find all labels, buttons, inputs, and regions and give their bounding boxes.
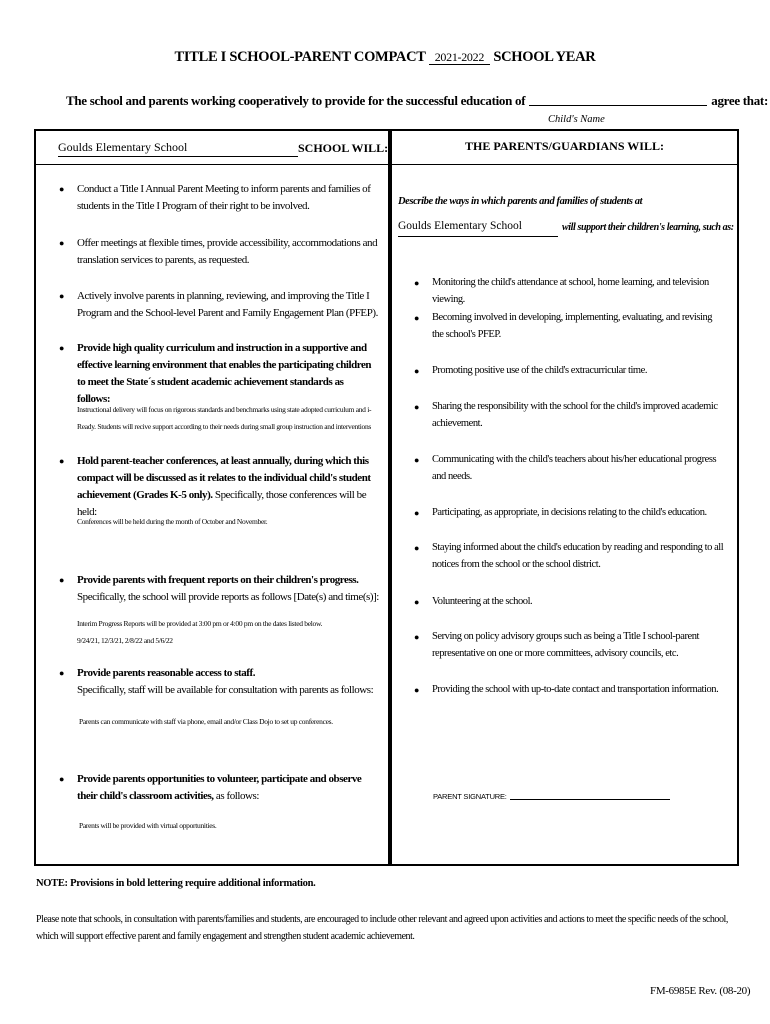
parent-item-4: Sharing the responsibility with the school for the child's improved academic achievement. — [432, 401, 718, 429]
form-number: FM-6985E Rev. (08-20) — [650, 985, 751, 997]
describe-prompt: Describe the ways in which parents and families of students at — [398, 196, 643, 207]
right-header-rule — [392, 164, 737, 165]
intro-line — [66, 93, 768, 109]
title-prefix: TITLE I SCHOOL-PARENT COMPACT — [174, 49, 426, 65]
bullet-icon: ● — [414, 455, 420, 465]
parent-school-name-underline — [398, 236, 558, 237]
school-item-6-text: Specifically, the school will provide reports as follows [Date(s) and time(s)]: — [77, 591, 379, 603]
bullet-icon: ● — [414, 278, 420, 288]
school-item-8 — [77, 771, 383, 805]
parent-item-6: Participating, as appropriate, in decisions relating to the child's education. — [432, 507, 707, 518]
bullet-icon: ● — [59, 184, 65, 194]
school-item-2: Offer meetings at flexible times, provide accessibility, accommodations and translation services to parents, as requested. — [77, 237, 378, 266]
school-item-6-bold: Provide parents with frequent reports on their children's progress. — [77, 574, 359, 586]
parent-item-3: Promoting positive use of the child's extracurricular time. — [432, 365, 648, 376]
bullet-icon: ● — [414, 508, 420, 518]
please-note-paragraph: Please note that schools, in consultation with parents/families and students, are encouraged to include other relevant and agreed upon activities and actions to meet the specific needs of the school, which will support effective parent and family engagement and strengthen student academic achievement. — [36, 914, 728, 942]
bullet-icon: ● — [59, 456, 65, 466]
page-title — [0, 49, 770, 66]
school-will-heading: SCHOOL WILL: — [298, 141, 389, 155]
child-name-field[interactable] — [529, 105, 707, 106]
intro-before: The school and parents working cooperatively to provide for the successful education of — [66, 93, 526, 108]
child-name-caption: Child's Name — [548, 114, 605, 125]
bullet-icon: ● — [59, 774, 65, 784]
bullet-icon: ● — [59, 668, 65, 678]
bullet-icon: ● — [414, 313, 420, 323]
parent-item-7: Staying informed about the child's education by reading and responding to all notices from the school or the school district. — [432, 542, 724, 570]
school-item-6 — [77, 572, 387, 606]
intro-after: agree that: — [711, 93, 768, 108]
parent-item-1: Monitoring the child's attendance at school, home learning, and television viewing. — [432, 277, 709, 305]
parent-item-9: Serving on policy advisory groups such as being a Title I school-parent representative on one or more committees, advisory councils, etc. — [432, 631, 699, 659]
title-suffix: SCHOOL YEAR — [493, 49, 596, 65]
parent-signature — [433, 792, 670, 801]
school-item-8-text: as follows: — [215, 790, 259, 802]
school-item-1: Conduct a Title I Annual Parent Meeting to inform parents and families of students in the Title I Program of their right to be involved. — [77, 183, 371, 212]
left-header-rule — [36, 164, 388, 165]
school-item-8-note[interactable]: Parents will be provided with virtual opportunities. — [79, 821, 217, 830]
school-item-4-note[interactable]: Instructional delivery will focus on rigorous standards and benchmarks using state adopted curriculum and i-Ready. Students will recive support according to their needs during small group instruction and interventions — [77, 405, 372, 431]
bullet-icon: ● — [414, 632, 420, 642]
bullet-icon: ● — [59, 238, 65, 248]
bullet-icon: ● — [59, 343, 65, 353]
parent-item-5: Communicating with the child's teachers about his/her educational progress and needs. — [432, 454, 717, 482]
school-name-underline — [58, 156, 298, 157]
school-item-5 — [77, 453, 387, 521]
school-item-4 — [77, 340, 377, 408]
school-item-7-note[interactable]: Parents can communicate with staff via phone, email and/or Class Dojo to set up conferences. — [79, 717, 333, 726]
will-support-text: will support their children's learning, such as: — [562, 222, 734, 233]
signature-field[interactable] — [510, 799, 670, 800]
school-item-7 — [77, 665, 387, 699]
school-item-8-bold: Provide parents opportunities to volunteer, participate and observe their child's classroom activities, — [77, 773, 362, 802]
bullet-icon: ● — [414, 685, 420, 695]
bullet-icon: ● — [414, 597, 420, 607]
bullet-icon: ● — [59, 575, 65, 585]
school-item-7-bold: Provide parents reasonable access to staff. — [77, 667, 256, 679]
bullet-icon: ● — [59, 291, 65, 301]
parent-school-name-field[interactable]: Goulds Elementary School — [398, 220, 522, 232]
school-item-4-bold: Provide high quality curriculum and instruction in a supportive and effective learning environment that enables the participating children to meet the State´s student academic achievement standards as follows: — [77, 342, 372, 405]
bullet-icon: ● — [414, 543, 420, 553]
school-item-3: Actively involve parents in planning, reviewing, and improving the Title I Program and the School-level Parent and Family Engagement Plan (PFEP). — [77, 290, 378, 319]
parent-item-8: Volunteering at the school. — [432, 596, 533, 607]
column-divider — [388, 129, 392, 866]
bullet-icon: ● — [414, 366, 420, 376]
bold-provisions-note: NOTE: Provisions in bold lettering require additional information. — [36, 878, 316, 889]
school-item-5-bold: Hold parent-teacher conferences, at least annually, during which this compact will be discussed as it relates to the individual child's student achievement (Grades K-5 only). — [77, 455, 371, 501]
bullet-icon: ● — [414, 402, 420, 412]
school-item-7-text: Specifically, staff will be available for consultation with parents as follows: — [77, 684, 374, 696]
parents-will-heading: THE PARENTS/GUARDIANS WILL: — [465, 139, 664, 153]
parent-item-10: Providing the school with up-to-date contact and transportation information. — [432, 684, 719, 695]
signature-label: PARENT SIGNATURE: — [433, 792, 507, 801]
school-year-field[interactable]: 2021-2022 — [429, 50, 490, 65]
school-item-6-note[interactable]: Interim Progress Reports will be provided at 3:00 pm or 4:00 pm on the dates listed below. 9/24/21, 12/3/21, 2/8/22 and 5/6/22 — [77, 619, 323, 645]
school-name-field[interactable]: Goulds Elementary School — [58, 140, 188, 154]
school-item-5-text: Specifically, those conferences will be held: — [77, 489, 367, 518]
parent-item-2: Becoming involved in developing, implementing, evaluating, and revising the school's PFEP. — [432, 312, 713, 340]
school-item-5-note[interactable]: Conferences will be held during the month of October and November. — [77, 517, 268, 526]
